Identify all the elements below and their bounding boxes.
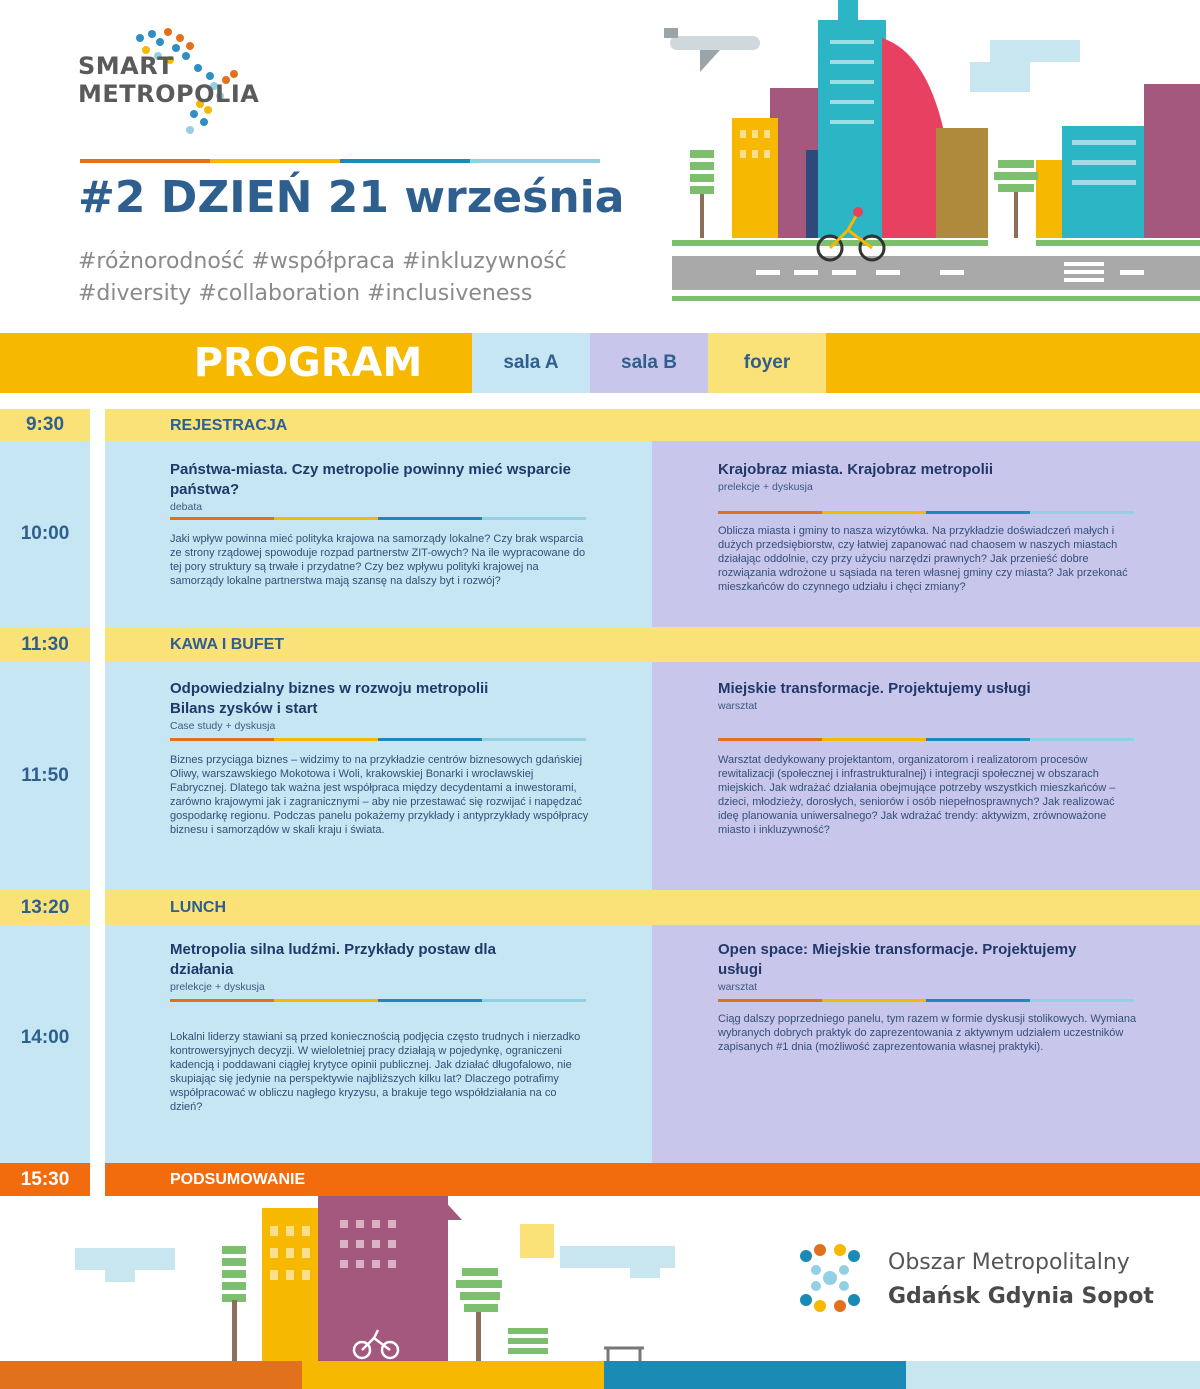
time-slot: 11:50: [0, 662, 90, 890]
hashtags-pl: #różnorodność #współpraca #inkluzywność: [78, 249, 567, 274]
session-rule: [718, 511, 1134, 514]
time-slot: 15:30: [0, 1163, 90, 1196]
legend-sala-a: sala A: [472, 333, 590, 393]
logo-line1: SMART: [78, 52, 175, 80]
organizer-name-line2: Gdańsk Gdynia Sopot: [888, 1284, 1154, 1309]
session-card: [718, 940, 1138, 1054]
band-label: KAWA I BUFET: [170, 636, 285, 653]
bottom-color-strip: [0, 1361, 1200, 1389]
session-title: Państwa-miasta. Czy metropolie powinny mieć wsparcie państwa?: [170, 461, 571, 498]
hashtags-en: #diversity #collaboration #inclusiveness: [78, 281, 533, 306]
session-type: prelekcje + dyskusja: [718, 481, 813, 493]
session-card: [170, 940, 590, 1114]
organizer-logo-icon: [794, 1240, 866, 1316]
footer-city-illustration: [0, 1196, 880, 1361]
session-desc: Ciąg dalszy poprzedniego panelu, tym razem w formie dyskusji stolikowych. Wymiana wybranych dobrych praktyk do zaprezentowania z aktywnym udziałem uczestników zapisanych #1 dnia (możliwość zaprezentowania własnej praktyki).: [718, 1013, 1137, 1053]
session-card: [170, 460, 590, 588]
session-desc: Jaki wpływ powinna mieć polityka krajowa na samorządy lokalne? Czy brak wsparcia ze strony rządowej spowoduje rozpad partnerstw ZIT-owych? Na ile wypracowane do tej pory struktury są trwałe i przydatne? Czy bez wpływu polityki krajowej na samorządy lokalne partnerstwa mają szansę na dalszy byt i rozwój?: [170, 533, 586, 587]
time-slot: 14:00: [0, 925, 90, 1163]
session-type: prelekcje + dyskusja: [170, 981, 265, 993]
title-rule: [80, 159, 600, 163]
session-type: warsztat: [718, 981, 758, 993]
city-illustration: [660, 0, 1200, 320]
time-slot: 13:20: [0, 890, 90, 925]
session-title: Open space: Miejskie transformacje. Projektujemy usługi: [718, 941, 1077, 978]
program-label: PROGRAM: [193, 340, 423, 386]
session-card: [170, 679, 590, 837]
session-card: [718, 679, 1138, 837]
session-rule: [170, 738, 586, 741]
smart-metropolia-logo: [78, 52, 259, 108]
session-title: Miejskie transformacje. Projektujemy usługi: [718, 680, 1031, 697]
session-desc: Lokalni liderzy stawiani są przed koniecznością podjęcia często trudnych i nierzadko kontrowersyjnych decyzji. W wieloletniej pracy działają w pojedynkę, ograniczeni kadencją i poddawani ciągłej krytyce opinii publicznej. Jak działać długofalowo, nie skupiając się jedynie na perspektywie najbliższych kilku lat? Dlaczego potrafimy współpracować w obliczu nagłego kryzysu, a brakuje tego współdziałania na co dzień?: [170, 1031, 581, 1113]
session-rule: [718, 999, 1134, 1002]
session-desc: Oblicza miasta i gminy to nasza wizytówka. Na przykładzie doświadczeń małych i dużych przedsiębiorstw, czy łatwiej zapanować nad chaosem w naszych miastach działając oddolnie, czy przy użyciu narzędzi prawnych? Jak przenieść dobre rozwiązania wdrożone u sąsiada na teren własnej gminy czy miasta? Jak przekonać mieszkańców do czynnego udziału i chęci zmiany?: [718, 525, 1128, 593]
band-lunch: [105, 890, 1200, 925]
page-title: #2 DZIEŃ 21 września: [78, 172, 625, 223]
band-label: PODSUMOWANIE: [170, 1171, 306, 1188]
hashtags: [78, 246, 567, 310]
session-type: warsztat: [718, 700, 758, 712]
logo-line2: METROPOLIA: [78, 80, 260, 108]
time-slot: 9:30: [0, 409, 90, 441]
time-slot: 10:00: [0, 441, 90, 627]
session-title: Krajobraz miasta. Krajobraz metropolii: [718, 461, 994, 478]
session-rule: [170, 517, 586, 520]
program-bar: [0, 333, 1200, 393]
session-desc: Biznes przyciąga biznes – widzimy to na przykładzie centrów biznesowych gdańskiej Oliwy, warszawskiego Mokotowa i Woli, krakowskiej Bonarki i wrocławskiej Fabrycznej. Dlatego tak ważna jest współpraca między decydentami a inwestorami, zarówno krajowymi jak i zagranicznymi – aby nie przestawać się rozwijać i napędzać gospodarkę regionu. Podczas panelu pokażemy przykłady i antyprzykłady współpracy biznesu i samorządów w skali kraju i świata.: [170, 754, 589, 836]
session-rule: [718, 738, 1134, 741]
session-rule: [170, 999, 586, 1002]
band-label: LUNCH: [170, 899, 226, 916]
organizer-name-line1: Obszar Metropolitalny: [888, 1250, 1130, 1275]
session-type: Case study + dyskusja: [170, 720, 276, 732]
session-card: [718, 460, 1138, 594]
legend-foyer: foyer: [708, 333, 826, 393]
time-slot: 11:30: [0, 627, 90, 662]
session-desc: Warsztat dedykowany projektantom, organizatorom i realizatorom procesów rewitalizacji (społecznej i infrastrukturalnej) i integracji społecznej w obszarach miejskich. Jak wdrażać działania obejmujące potrzeby wszystkich mieszkańców – dzieci, młodzieży, dorosłych, seniorów i osób niepełnosprawnych? Jak realizować ideę planowania uniwersalnego? Jak wdrażać trendy: aktywizm, zrównoważone miasto i inkluzywność?: [718, 754, 1116, 836]
session-type: debata: [170, 501, 203, 513]
airplane-icon: [664, 28, 760, 72]
band-label: REJESTRACJA: [170, 417, 288, 434]
session-title: Metropolia silna ludźmi. Przykłady postaw dla działania: [170, 941, 496, 978]
session-title: Odpowiedzialny biznes w rozwoju metropolii Bilans zysków i start: [170, 680, 489, 717]
legend-sala-b: sala B: [590, 333, 708, 393]
